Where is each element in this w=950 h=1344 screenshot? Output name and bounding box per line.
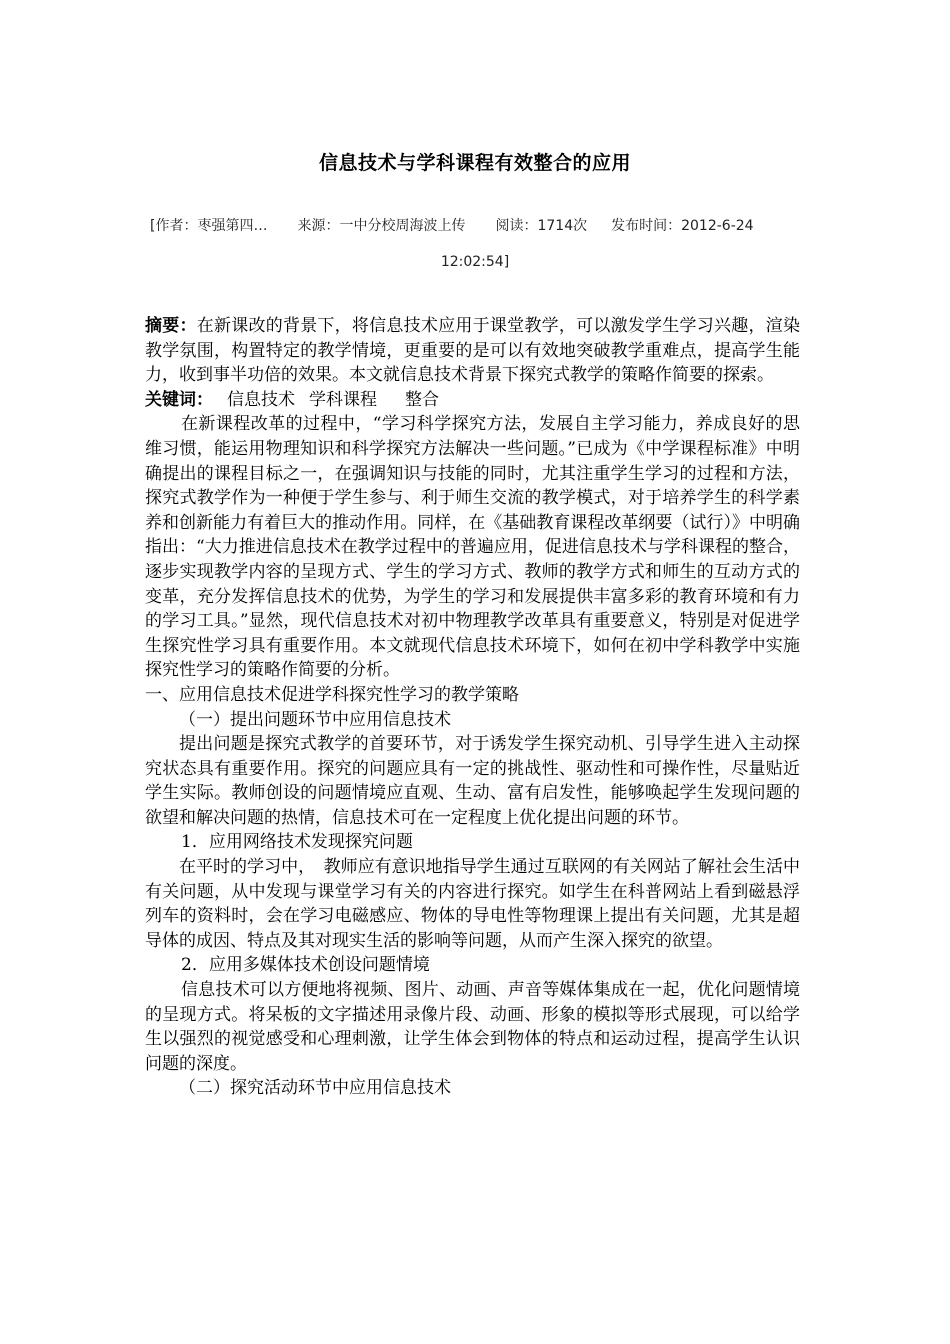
- abstract: [145, 314, 800, 388]
- meta-reads: 阅读：1714次: [495, 218, 588, 234]
- article-body: [145, 314, 800, 1101]
- section-heading: 一、应用信息技术促进学科探究性学习的教学策略: [145, 684, 519, 705]
- keywords-label: 关键词：: [145, 389, 213, 410]
- keywords: [145, 388, 800, 413]
- subsection-heading: （一）提出问题环节中应用信息技术: [179, 709, 451, 730]
- meta-published-time: 12:02:54]: [440, 254, 510, 270]
- intro-paragraph: 在新课程改革的过程中，“学习科学探究方法，发展自主学习能力，养成良好的思维习惯，能运用物理知识和科学探究方法解决一些问题。”已成为《中学课程标准》中明确提出的课程目标之一，在强调知识与技能的同时，尤其注重学生学习的过程和方法，探究式教学作为一种便于学生参与、利于师生交流的教学模式，对于培养学生的科学素养和创新能力有着巨大的推动作用。同样，在《基础教育课程改革纲要（试行）》中明确指出：“大力推进信息技术在教学过程中的普遍应用，促进信息技术与学科课程的整合，逐步实现教学内容的呈现方式、学生的学习方式、教师的教学方式和师生的互动方式的变革，充分发挥信息技术的优势，为学生的学习和发展提供丰富多彩的教育环境和有力的学习工具。”显然，现代信息技术对初中物理教学改革具有重要意义，特别是对促进学生探究性学习具有重要作用。本文就现代信息技术环境下，如何在初中学科教学中实施探究性学习的策略作简要的分析。: [145, 414, 800, 681]
- meta-author: [作者：枣强第四…: [150, 218, 268, 234]
- meta-published: 发布时间：2012-6-24: [611, 218, 754, 234]
- item-heading: 1．应用网络技术发现探究问题: [181, 832, 413, 853]
- abstract-text: 在新课改的背景下，将信息技术应用于课堂教学，可以激发学生学习兴趣，渲染教学氛围，构置特定的教学情境，更重要的是可以有效地突破教学重难点，提高学生能力，收到事半功倍的效果。本文就信息技术背景下探究式教学的策略作简要的探索。: [145, 316, 801, 386]
- article-meta: [150, 208, 800, 280]
- meta-source: 来源：一中分校周海波上传: [297, 218, 466, 234]
- body-paragraph: 信息技术可以方便地将视频、图片、动画、声音等媒体集成在一起，优化问题情境的呈现方式。将呆板的文字描述用录像片段、动画、形象的模拟等形式展现，可以给学生以强烈的视觉感受和心理刺激，让学生体会到物体的特点和运动过程，提高学生认识问题的深度。: [145, 980, 800, 1074]
- keyword-item: 信息技术: [227, 389, 295, 410]
- keyword-item: 整合: [405, 389, 439, 410]
- keyword-item: 学科课程: [309, 389, 377, 410]
- abstract-label: 摘要：: [145, 316, 197, 336]
- subsection-heading: （二）探究活动环节中应用信息技术: [179, 1078, 451, 1099]
- article-title: 信息技术与学科课程有效整合的应用: [318, 152, 631, 174]
- item-heading: 2．应用多媒体技术创设问题情境: [181, 955, 430, 976]
- body-paragraph: 提出问题是探究式教学的首要环节，对于诱发学生探究动机、引导学生进入主动探究状态具有重要作用。探究的问题应具有一定的挑战性、驱动性和可操作性，尽量贴近学生实际。教师创设的问题情境应直观、生动、富有启发性，能够唤起学生发现问题的欲望和解决问题的热情，信息技术可在一定程度上优化提出问题的环节。: [145, 734, 800, 828]
- body-paragraph: 在平时的学习中， 教师应有意识地指导学生通过互联网的有关网站了解社会生活中有关问题，从中发现与课堂学习有关的内容进行探究。如学生在科普网站上看到磁悬浮列车的资料时，会在学习电磁感应、物体的导电性等物理课上提出有关问题，尤其是超导体的成因、特点及其对现实生活的影响等问题，从而产生深入探究的欲望。: [145, 857, 800, 951]
